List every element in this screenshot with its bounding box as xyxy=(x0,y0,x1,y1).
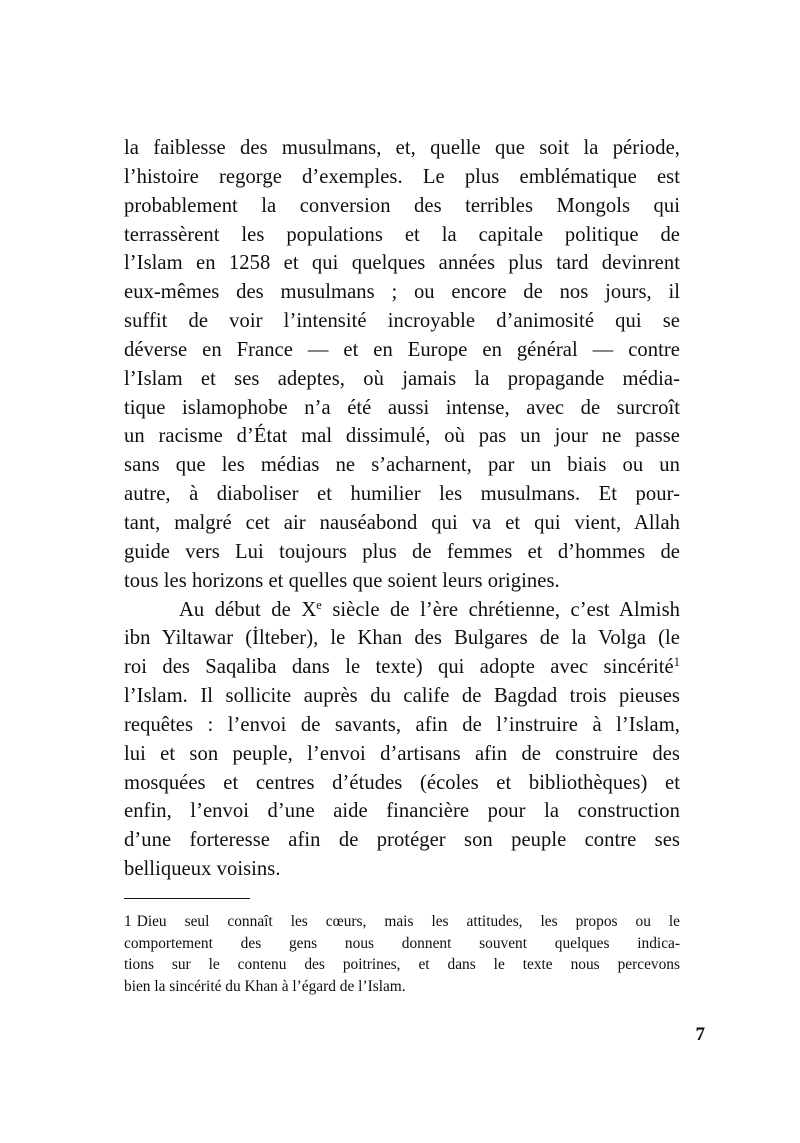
text-line: roi des Saqaliba dans le texte) qui adopte avec sincérité$^1$ xyxy=(124,655,680,679)
text-line: belliqueux voisins. xyxy=(124,858,281,881)
text-line: ibn Yiltawar (İlteber), le Khan des Bulgares de la Volga (le xyxy=(124,627,680,650)
text-line: sans que les médias ne s’acharnent, par un biais ou un xyxy=(124,454,680,477)
main-text-column xyxy=(124,134,680,884)
text-line: un racisme d’État mal dissimulé, où pas un jour ne passe xyxy=(124,425,680,448)
text-line: tant, malgré cet air nauséabond qui va et qui vient, Allah xyxy=(124,511,680,534)
text-line: l’Islam en 1258 et qui quelques années plus tard devinrent xyxy=(124,252,680,275)
page-number: 7 xyxy=(695,1024,705,1045)
text-line: lui et son peuple, l’envoi d’artisans afin de construire des xyxy=(124,742,680,765)
text-line: autre, à diaboliser et humilier les musulmans. Et pour- xyxy=(124,483,680,506)
text-line: l’Islam et ses adeptes, où jamais la propagande média- xyxy=(124,367,680,390)
text-line: l’Islam. Il sollicite auprès du calife de Bagdad trois pieuses xyxy=(124,685,680,708)
text-line: mosquées et centres d’études (écoles et bibliothèques) et xyxy=(124,771,680,794)
text-line: probablement la conversion des terribles Mongols qui xyxy=(124,194,680,217)
text-line: terrassèrent les populations et la capitale politique de xyxy=(124,223,680,246)
footnote-line: comportement des gens nous donnent souvent quelques indica- xyxy=(124,934,680,952)
text-line: déverse en France — et en Europe en général — contre xyxy=(124,338,680,361)
footnote-line: 1 Dieu seul connaît les cœurs, mais les attitudes, les propos ou le xyxy=(124,913,680,930)
footnote-separator-rule xyxy=(124,898,250,899)
footnote-block xyxy=(124,898,680,997)
text-line: Au début de Xe siècle de l’ère chrétienne, c’est Almish xyxy=(179,597,680,621)
text-line: d’une forteresse afin de protéger son peuple contre ses xyxy=(124,829,680,852)
text-line: guide vers Lui toujours plus de femmes et d’hommes de xyxy=(124,540,680,563)
footnote-marker: 1 xyxy=(124,913,132,930)
text-line: suffit de voir l’intensité incroyable d’animosité qui se xyxy=(124,310,680,333)
text-line: requêtes : l’envoi de savants, afin de l’instruire à l’Islam, xyxy=(124,713,680,736)
body-paragraph-1 xyxy=(124,134,680,596)
text-line: eux-mêmes des musulmans ; ou encore de nos jours, il xyxy=(124,281,680,304)
footnote-line: tions sur le contenu des poitrines, et dans le texte nous percevons xyxy=(124,956,680,974)
footnote-text xyxy=(124,911,680,997)
text-line: la faiblesse des musulmans, et, quelle que soit la période, xyxy=(124,137,680,159)
text-line: enfin, l’envoi d’une aide financière pour la construction xyxy=(124,800,680,823)
body-paragraph-2 xyxy=(124,596,680,884)
footnote-line: bien la sincérité du Khan à l’égard de l’Islam. xyxy=(124,977,406,995)
text-line: tique islamophobe n’a été aussi intense, avec de surcroît xyxy=(124,396,680,419)
text-line: l’histoire regorge d’exemples. Le plus emblématique est xyxy=(124,165,680,188)
text-line: tous les horizons et quelles que soient leurs origines. xyxy=(124,569,560,592)
